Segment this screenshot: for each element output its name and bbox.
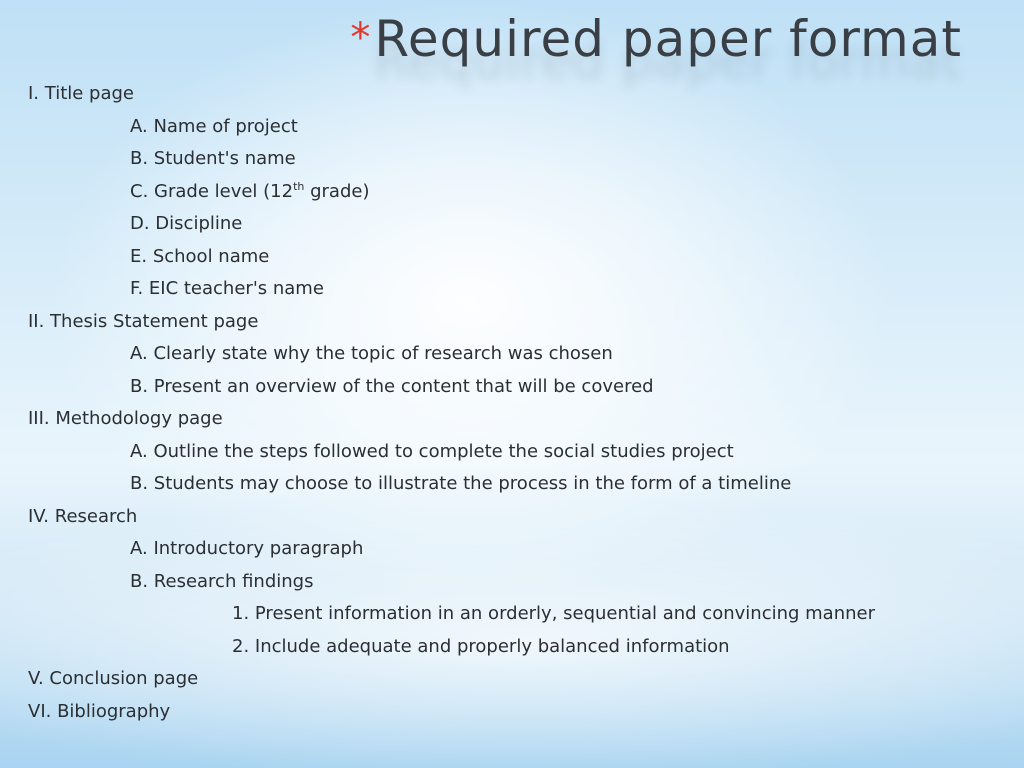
outline-subitem-research-findings: B. Research findings <box>130 570 314 592</box>
outline-item-conclusion: V. Conclusion page <box>28 668 199 689</box>
paper-format-outline <box>28 78 875 728</box>
outline-subitem-introductory-paragraph: A. Introductory paragraph <box>130 538 364 559</box>
outline-subitem-discipline: D. Discipline <box>130 213 243 234</box>
outline-subsubitem-present-information: 1. Present information in an orderly, sequential and convincing manner <box>232 603 875 624</box>
outline-item-research: IV. Research <box>28 505 138 527</box>
slide-title <box>350 10 962 68</box>
outline-subitem-eic-teacher: F. EIC teacher's name <box>130 278 324 299</box>
outline-subitem-topic-reason: A. Clearly state why the topic of research was chosen <box>130 343 613 364</box>
title-text: Required paper format <box>374 10 962 68</box>
grade-level-superscript: th <box>293 179 305 193</box>
outline-item-title-page: I. Title page <box>28 83 135 104</box>
outline-subitem-school-name: E. School name <box>130 245 270 267</box>
outline-subitem-overview: B. Present an overview of the content that will be covered <box>130 375 654 397</box>
outline-item-thesis-statement: II. Thesis Statement page <box>28 310 259 332</box>
grade-level-suffix: grade) <box>304 180 370 202</box>
outline-subitem-students-name: B. Student's name <box>130 148 296 169</box>
title-bullet-icon: * <box>350 15 371 61</box>
outline-subitem-name-of-project: A. Name of project <box>130 115 298 137</box>
outline-subitem-timeline: B. Students may choose to illustrate the process in the form of a timeline <box>130 473 792 494</box>
outline-subitem-grade-level <box>28 176 875 209</box>
outline-subitem-outline-steps: A. Outline the steps followed to complete the social studies project <box>130 440 734 462</box>
outline-item-methodology: III. Methodology page <box>28 408 223 429</box>
outline-subsubitem-balanced-information: 2. Include adequate and properly balanced information <box>232 635 730 657</box>
grade-level-text: C. Grade level (12 <box>130 180 294 202</box>
outline-item-bibliography: VI. Bibliography <box>28 700 171 722</box>
